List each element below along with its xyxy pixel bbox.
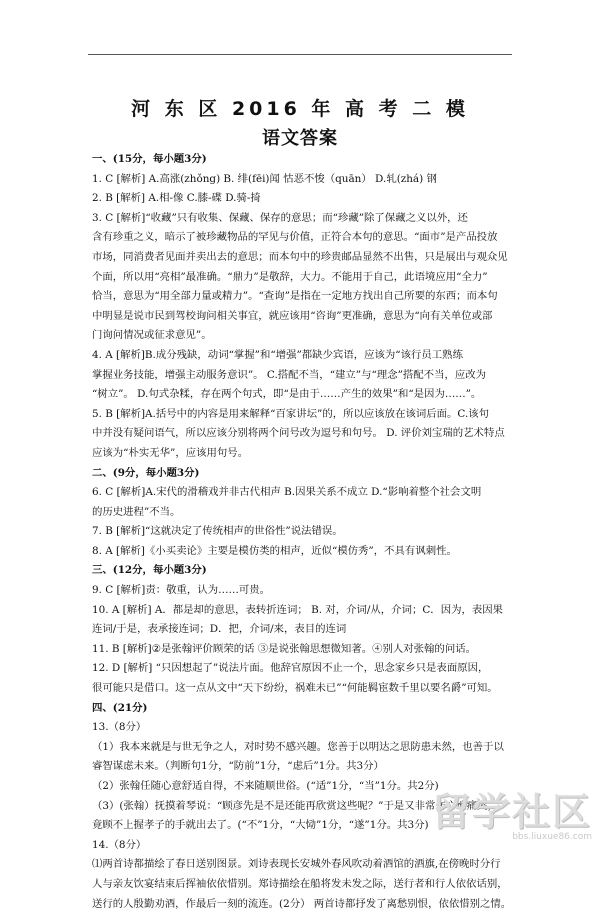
answer-line: 连词/于是，表承接连词；D．把，介词/来，表目的连词 (92, 623, 347, 636)
answer-line: 恰当，意思为“用全部力量或精力”。“查询”是指在一定地方找出自己所要的东西；而本句 (92, 290, 498, 303)
answer-line: 11. B [解析]②是张翰评价顾荣的话 ③是说张翰思想微知著。④别人对张翰的问话。 (92, 642, 476, 655)
answer-line: 13.（8分） (92, 721, 147, 734)
answer-line: 门询问情况或征求意见”。 (92, 329, 212, 342)
answer-line: ⑴两首诗都描绘了春日送别图景。刘诗表现长安城外春风吹动着酒馆的酒旗,在傍晚时分行 (92, 858, 501, 871)
answer-line: 12. D [解析] “只因想起了”说法片面。他辞官原因不止一个，思念家乡只是表面原因， (92, 662, 489, 675)
answer-line: “树立”。 D.句式杂糅，存在两个句式，即“是由于……产生的效果”和“是因为……”。 (92, 388, 482, 401)
answer-line: 9. C [解析]责：敬重，认为……可贵。 (92, 584, 271, 597)
answer-line: 3. C [解析]“收藏”只有收集、保藏、保存的意思；而“珍藏”除了保藏之义以外，还 (92, 211, 468, 224)
answer-line: 中并没有疑问语气，所以应该分别将两个问号改为逗号和句号。 D. 评价刘宝瑞的艺术特点 (92, 427, 505, 440)
page-title: 河 东 区 2016 年 高 考 二 模 (131, 98, 469, 120)
answer-line: 14.（8分） (92, 838, 147, 851)
answer-line: 7. B [解析]“这就决定了传统相声的世俗性”说法错误。 (92, 525, 343, 538)
answer-line: 1. C [解析] A.高涨(zhǒng) B. 绯(fēi)闻 怙恶不悛（quān） D.轧(zhá) 钢 (92, 172, 437, 185)
top-rule (88, 54, 512, 55)
answer-line: 8. A [解析]《小买卖论》主要是模仿类的相声，近似“模仿秀”，不具有讽刺性。 (92, 544, 457, 557)
watermark-url: bbs.liuxue86.com (512, 832, 592, 842)
answer-line: 10. A [解析] A．都是却的意思，表转折连词； B. 对，介词/从，介词；C．因为，表因果 (92, 603, 504, 616)
section-heading: 四、(21分) (92, 701, 148, 714)
answer-line: 人与亲友饮宴结束后挥袖依依惜别。郑诗描绘在船将发未发之际，送行者和行人依依话别， (92, 877, 508, 890)
answer-line: 送行的人殷勤劝酒，作最后一刻的流连。(2分） 两首诗都抒发了离愁别恨，依依惜别之情。 (92, 897, 512, 910)
answer-line: 的历史进程”不当。 (92, 505, 181, 518)
answer-line: 含有珍重之义，暗示了被珍藏物品的罕见与价值，正符合本句的意思。“面市”是产品投放 (92, 231, 498, 244)
answer-line: （1）我本来就是与世无争之人，对时势不感兴趣。您善于以明达之思防患未然，也善于以 (92, 740, 504, 753)
answer-line: （3）(张翰）抚摸着琴说：“顾彦先是不是还能再欣赏这些呢？”于是又非常伤心地痛哭， (92, 799, 498, 812)
answer-line: 掌握业务技能，增强主动服务意识”。 C.搭配不当，“建立”与“理念”搭配不当，应改为 (92, 368, 487, 381)
answer-line: 6. C [解析]A.宋代的滑稽戏并非古代相声 B.因果关系不成立 D.“影响着整个社会文明 (92, 486, 482, 499)
answer-line: 中明显是说市民到驾校询问相关事宜，就应该用“咨询”更准确，意思为“向有关单位或部 (92, 309, 493, 322)
answer-line: （2）张翰任随心意舒适自得，不来随顺世俗。(“适”1分，“当”1分。共2分) (92, 780, 439, 792)
watermark-logo: 留学社区 (431, 790, 592, 834)
answer-line: 2. B [解析] A.相-像 C.膝-碟 D.骑-掎 (92, 192, 261, 205)
section-heading: 一、(15分，每小题3分) (92, 153, 207, 165)
watermark (432, 792, 592, 842)
answer-line: 很可能只是借口。这一点从文中“天下纷纷，祸难未已”“何能羁宦数千里以要名爵”可知。 (92, 682, 498, 695)
answer-line: 市场，同消费者见面并卖出去的意思；而本句中的珍贵邮品显然不出售，只是展出与观众见 (92, 250, 508, 263)
answer-line: 应该为“朴实无华”，应该用句号。 (92, 446, 249, 459)
answer-line: 竟顾不上握孝子的手就出去了。(“不”1分，“大恸”1分，“遂”1分。共3分) (92, 819, 429, 832)
section-heading: 二、(9分，每小题3分) (92, 466, 200, 479)
answer-line: 睿智谋虑未来。（判断句1分，“防前”1分，“虑后”1分。共3分） (92, 760, 384, 773)
section-heading: 三、(12分，每小题3分) (92, 564, 207, 577)
answer-line: 5. B [解析]A.括号中的内容是用来解释“百家讲坛”的，所以应该放在该词后面。C.该句 (92, 407, 490, 420)
answer-line: 个面，所以用“亮相”最准确。“鼎力”是敬辞，大力。不能用于自己，此语境应用“全力” (92, 270, 488, 283)
answer-line: 4. A [解析]B.成分残缺，动词“掌握”和“增强”都缺少宾语，应该为“该行员工熟练 (92, 348, 463, 361)
page-subtitle: 语文答案 (262, 128, 338, 149)
